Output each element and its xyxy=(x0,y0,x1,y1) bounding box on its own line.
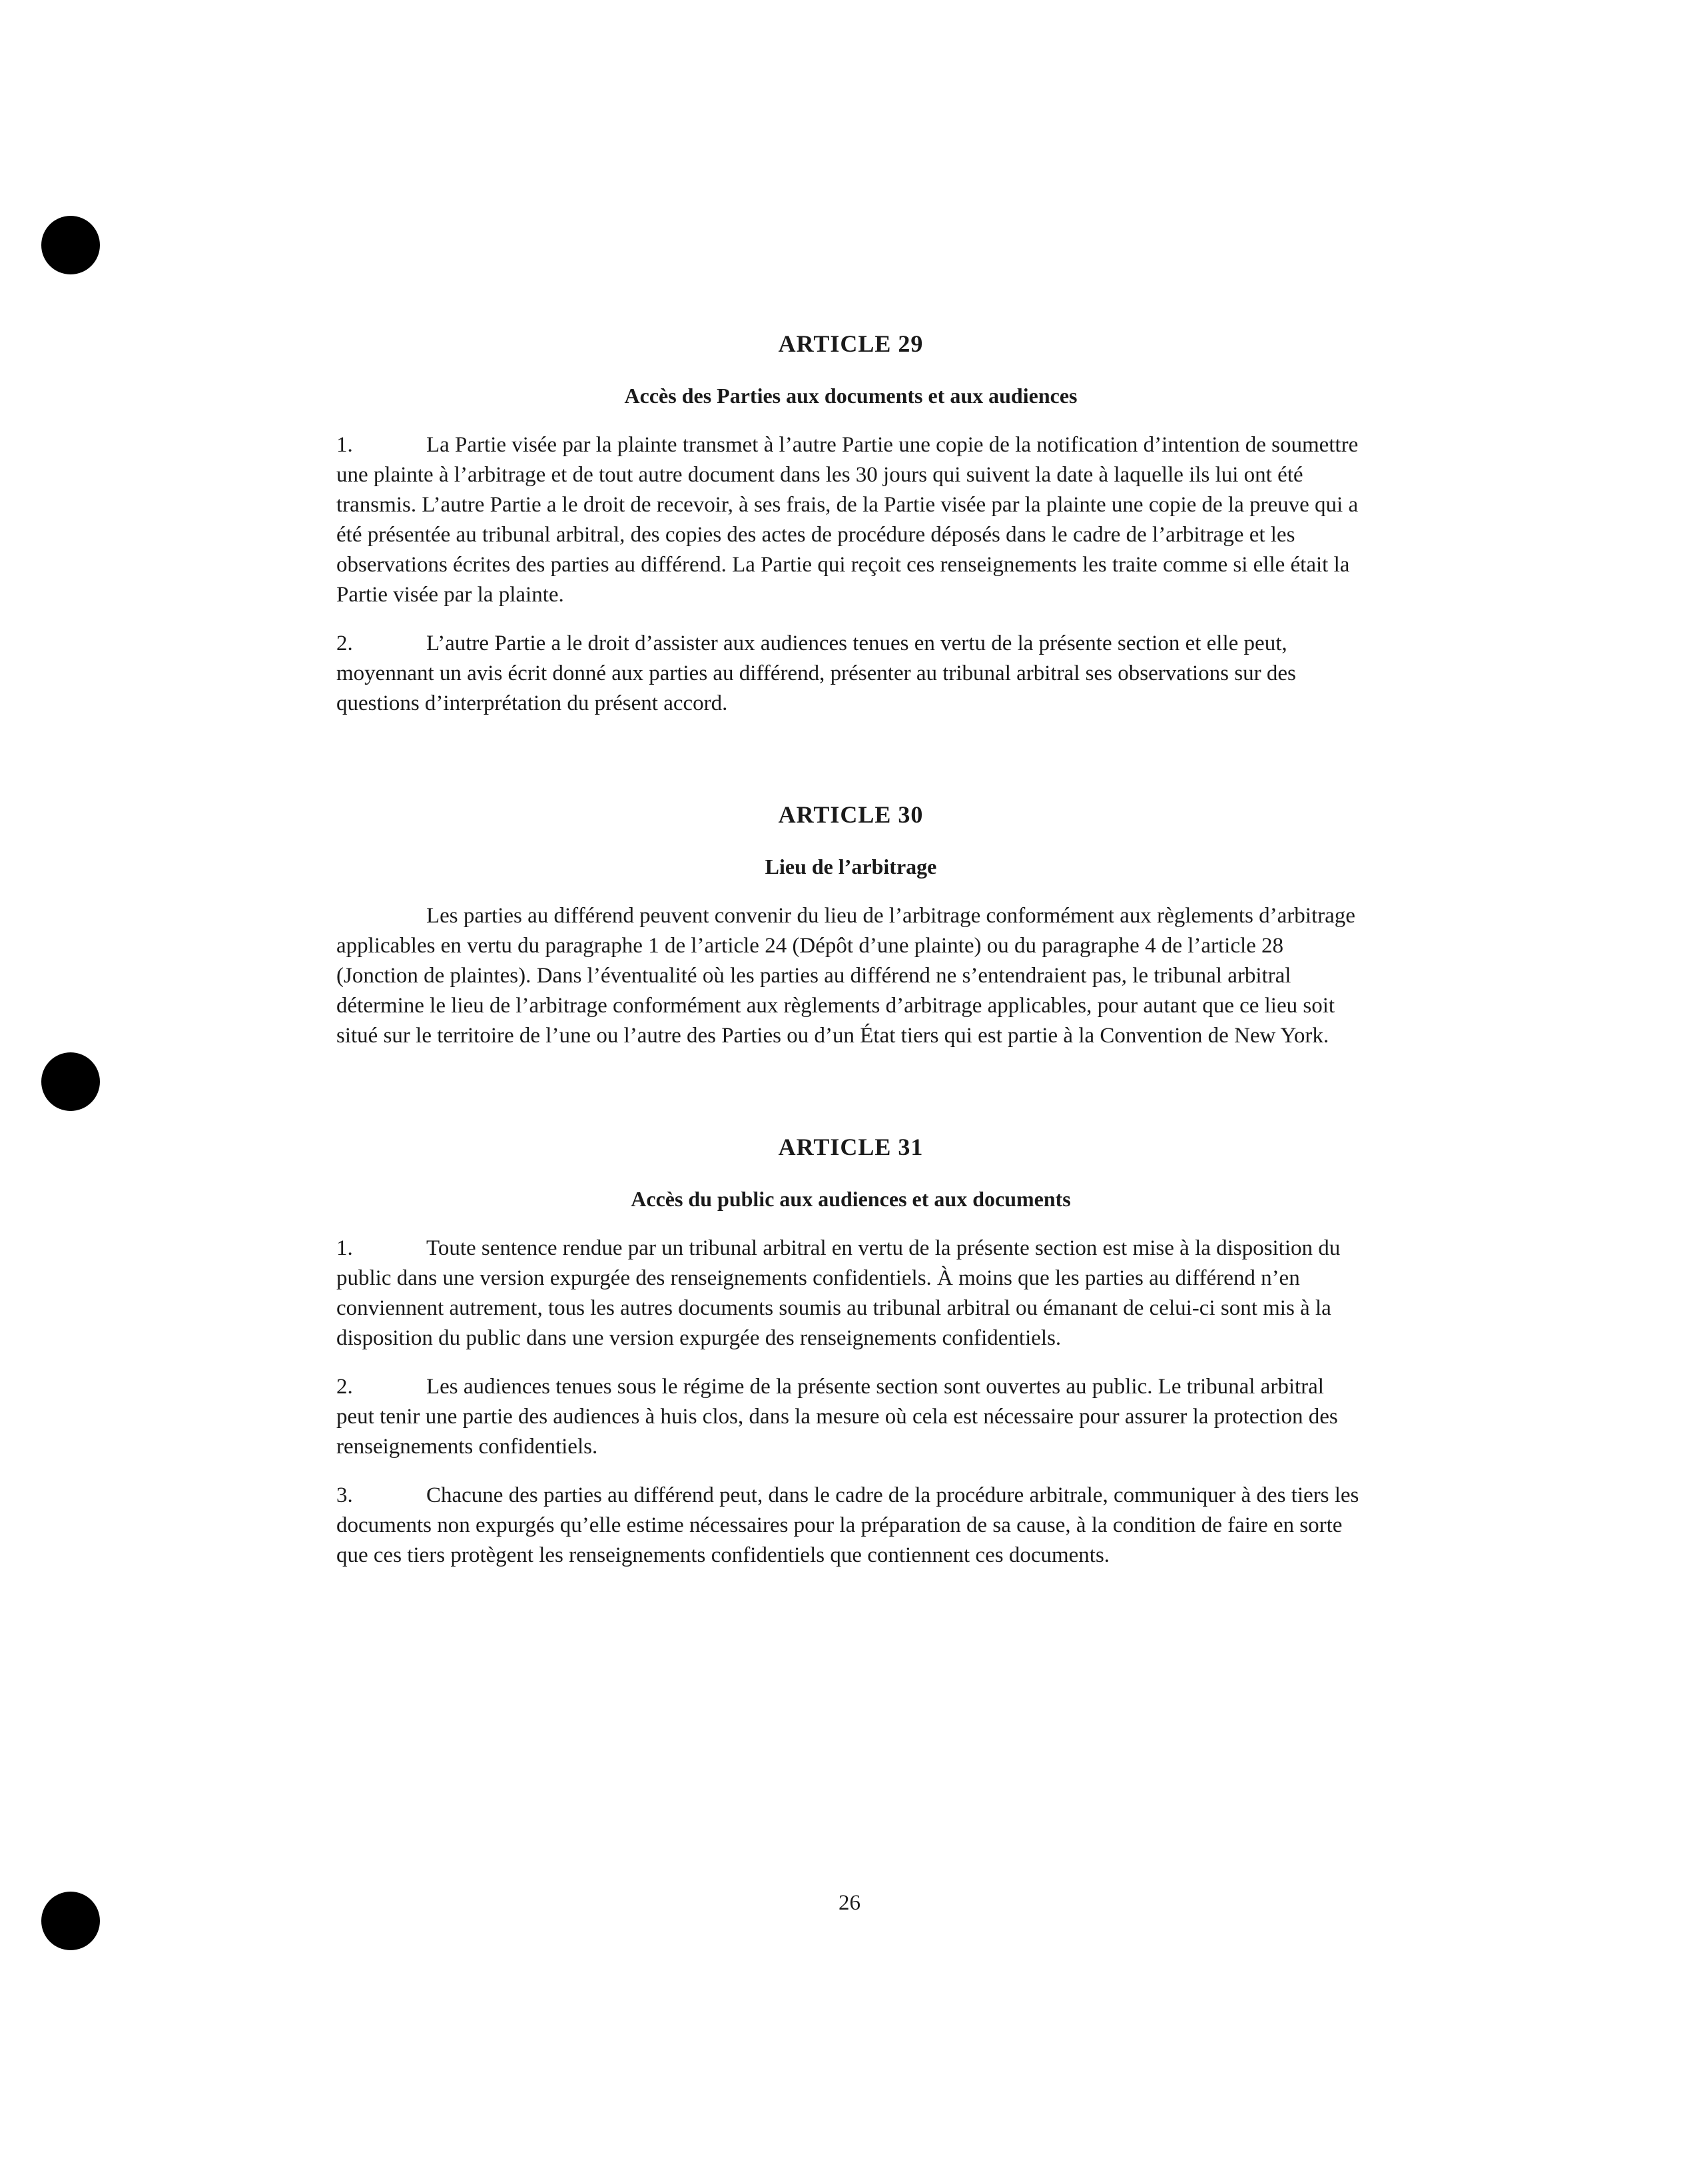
article-29 xyxy=(336,326,1365,719)
paragraph-text: La Partie visée par la plainte transmet à l’autre Partie une copie de la notification d’intention de soumettre une plainte à l’arbitrage et de tout autre document dans les 30 jours qui suivent la date à laquelle ils lui ont été transmis. L’autre Partie a le droit de recevoir, à ses frais, de la Partie visée par la plainte une copie de la preuve qui a été présentée au tribunal arbitral, des copies des actes de procédure déposés dans le cadre de l’arbitrage et les observations écrites des parties au différend. La Partie qui reçoit ces renseignements les traite comme si elle était la Partie visée par la plainte. xyxy=(336,433,1359,607)
numbered-paragraph xyxy=(336,1372,1365,1462)
article-31 xyxy=(336,1130,1365,1571)
numbered-paragraph xyxy=(336,430,1365,610)
paragraph-text: Toute sentence rendue par un tribunal arbitral en vertu de la présente section est mise à la disposition du public dans une version expurgée des renseignements confidentiels. À moins que les parties au différend n’en conviennent autrement, tous les autres documents soumis au tribunal arbitral ou émanant de celui-ci sont mis à la disposition du public dans une version expurgée des renseignements confidentiels. xyxy=(336,1236,1341,1350)
article-title: Lieu de l’arbitrage xyxy=(765,855,937,879)
punch-hole xyxy=(41,216,100,274)
paragraph-number: 1. xyxy=(336,433,353,457)
paragraph-text: L’autre Partie a le droit d’assister aux audiences tenues en vertu de la présente section et elle peut, moyennant un avis écrit donné aux parties au différend, présenter au tribunal arbitral ses observations sur des questions d’interprétation du présent accord. xyxy=(336,631,1296,715)
numbered-paragraph xyxy=(336,1234,1365,1353)
numbered-paragraph xyxy=(336,629,1365,719)
document-body xyxy=(336,326,1365,1571)
paragraph-number: 2. xyxy=(336,1375,353,1399)
article-title: Accès du public aux audiences et aux documents xyxy=(631,1187,1071,1211)
article-heading: ARTICLE 30 xyxy=(778,801,924,828)
page-number: 26 xyxy=(839,1891,860,1915)
article-heading: ARTICLE 29 xyxy=(778,330,924,357)
paragraph-number: 3. xyxy=(336,1483,353,1507)
article-heading: ARTICLE 31 xyxy=(778,1134,924,1160)
paragraph-text: Les parties au différend peuvent convenir du lieu de l’arbitrage conformément aux règlements d’arbitrage applicables en vertu du paragraphe 1 de l’article 24 (Dépôt d’une plainte) ou du paragraphe 4 de l’article 28 (Jonction de plaintes). Dans l’éventualité où les parties au différend ne s’entendraient pas, le tribunal arbitral détermine le lieu de l’arbitrage conformément aux règlements d’arbitrage applicables, pour autant que ce lieu soit situé sur le territoire de l’une ou l’autre des Parties ou d’un État tiers qui est partie à la Convention de New York. xyxy=(336,904,1355,1048)
article-title: Accès des Parties aux documents et aux audiences xyxy=(624,384,1078,408)
numbered-paragraph xyxy=(336,1481,1365,1571)
article-30 xyxy=(336,797,1365,1051)
paragraph-text: Les audiences tenues sous le régime de la présente section sont ouvertes au public. Le tribunal arbitral peut tenir une partie des audiences à huis clos, dans la mesure où cela est nécessaire pour assurer la protection des renseignements confidentiels. xyxy=(336,1375,1338,1459)
paragraph-number: 2. xyxy=(336,631,353,655)
paragraph-text: Chacune des parties au différend peut, dans le cadre de la procédure arbitrale, communiquer à des tiers les documents non expurgés qu’elle estime nécessaires pour la préparation de sa cause, à la condition de faire en sorte que ces tiers protègent les renseignements confidentiels que contiennent ces documents. xyxy=(336,1483,1359,1567)
paragraph-number: 1. xyxy=(336,1236,353,1260)
punch-hole xyxy=(41,1052,100,1111)
